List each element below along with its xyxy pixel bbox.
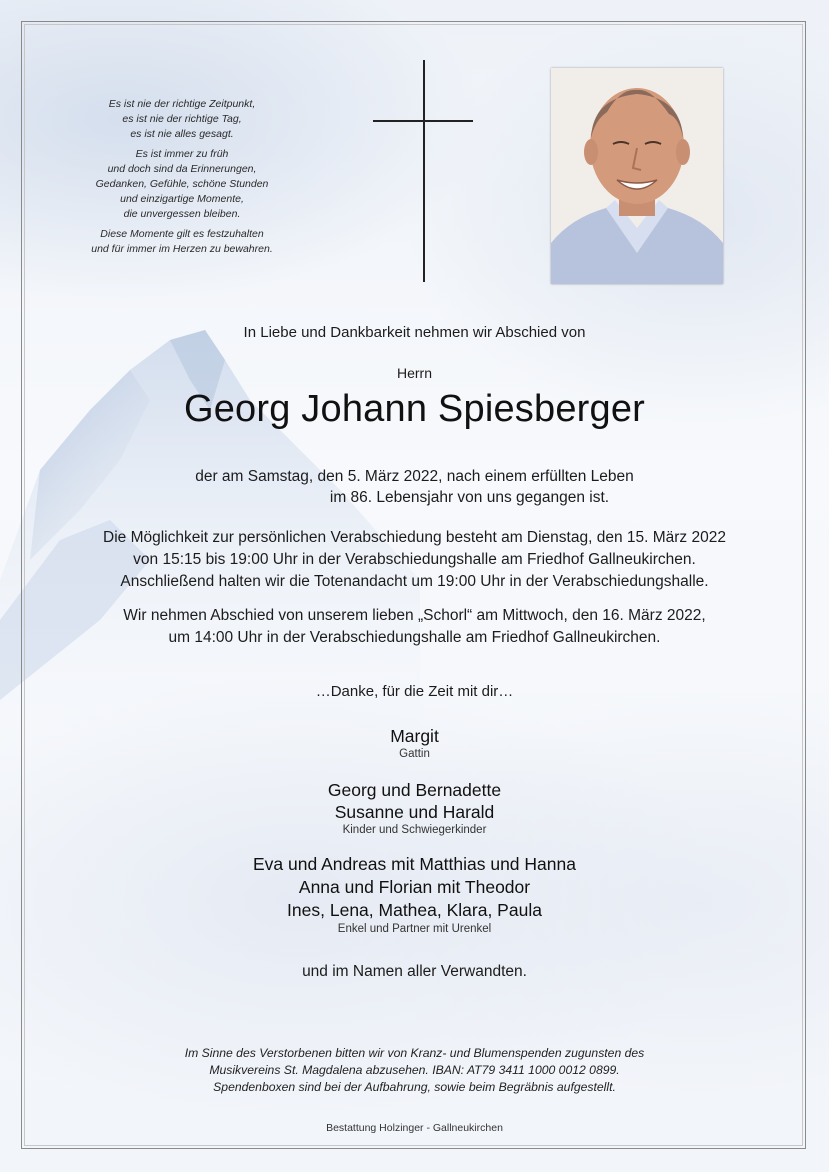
funeral-line: um 14:00 Uhr in der Verabschiedungshalle am Friedhof Gallneukirchen. xyxy=(168,629,661,646)
funeral-line: Wir nehmen Abschied von unserem lieben „Schorl“ am Mittwoch, den 16. März 2022, xyxy=(123,607,706,624)
poem-line: Gedanken, Gefühle, schöne Stunden xyxy=(95,178,269,190)
notice-line: Musikvereins St. Magdalena abzusehen. IBAN: AT79 3411 1000 0012 0899. xyxy=(209,1063,620,1077)
farewell-line: von 15:15 bis 19:00 Uhr in der Verabschiedungshalle am Friedhof Gallneukirchen. xyxy=(133,551,696,568)
memorial-poem xyxy=(62,97,302,262)
poem-line: es ist nie der richtige Tag, xyxy=(122,113,242,125)
poem-line: Diese Momente gilt es festzuhalten xyxy=(100,228,264,240)
salutation: Herrn xyxy=(396,365,432,381)
deceased-name: Georg Johann Spiesberger xyxy=(183,388,646,430)
death-announcement xyxy=(40,466,789,508)
relatives-line: und im Namen aller Verwandten. xyxy=(302,963,527,980)
portrait-photo xyxy=(551,68,723,284)
poem-line: es ist nie alles gesagt. xyxy=(130,128,234,140)
poem-line: Es ist immer zu früh xyxy=(135,148,229,160)
family-name: Ines, Lena, Mathea, Klara, Paula xyxy=(287,900,542,920)
farewell-paragraph xyxy=(40,527,789,593)
family-name: Eva und Andreas mit Matthias und Hanna xyxy=(253,854,576,874)
poem-line: und doch sind da Erinnerungen, xyxy=(107,163,257,175)
poem-line: und für immer im Herzen zu bewahren. xyxy=(91,243,273,255)
funeral-paragraph xyxy=(40,605,789,649)
family-role: Enkel und Partner mit Urenkel xyxy=(337,923,492,935)
farewell-line: Die Möglichkeit zur persönlichen Verabschiedung besteht am Dienstag, den 15. März 2022 xyxy=(103,529,726,546)
undertaker-credit: Bestattung Holzinger - Gallneukirchen xyxy=(326,1122,503,1134)
donation-notice xyxy=(40,1045,789,1096)
family-role: Kinder und Schwiegerkinder xyxy=(342,824,487,836)
death-line: im 86. Lebensjahr von uns gegangen ist. xyxy=(329,489,610,506)
family-name: Margit xyxy=(390,726,439,746)
portrait-illustration xyxy=(551,68,723,284)
notice-line: Im Sinne des Verstorbenen bitten wir von Kranz- und Blumenspenden zugunsten des xyxy=(184,1046,645,1060)
poem-stanza-1 xyxy=(62,97,302,142)
notice-line: Spendenboxen sind bei der Aufbahrung, sowie beim Begräbnis aufgestellt. xyxy=(213,1080,616,1094)
family-name: Georg und Bernadette xyxy=(327,780,502,800)
family-role: Gattin xyxy=(399,748,430,760)
thanks-line: …Danke, für die Zeit mit dir… xyxy=(315,683,514,700)
family-group-children xyxy=(40,779,789,838)
family-name: Anna und Florian mit Theodor xyxy=(298,877,531,897)
family-group-grandchildren xyxy=(40,853,789,937)
poem-stanza-3 xyxy=(62,227,302,257)
intro-line: In Liebe und Dankbarkeit nehmen wir Abschied von xyxy=(243,324,586,341)
poem-line: die unvergessen bleiben. xyxy=(123,208,241,220)
cross-icon-horizontal xyxy=(373,120,473,122)
poem-line: und einzigartige Momente, xyxy=(120,193,244,205)
farewell-line: Anschließend halten wir die Totenandacht um 19:00 Uhr in der Verabschiedungshalle. xyxy=(120,573,709,590)
death-line: der am Samstag, den 5. März 2022, nach einem erfüllten Leben xyxy=(195,468,634,485)
family-name: Susanne und Harald xyxy=(334,802,495,822)
cross-icon-vertical xyxy=(423,60,425,282)
poem-line: Es ist nie der richtige Zeitpunkt, xyxy=(108,98,256,110)
family-group-spouse xyxy=(40,725,789,762)
poem-stanza-2 xyxy=(62,147,302,222)
